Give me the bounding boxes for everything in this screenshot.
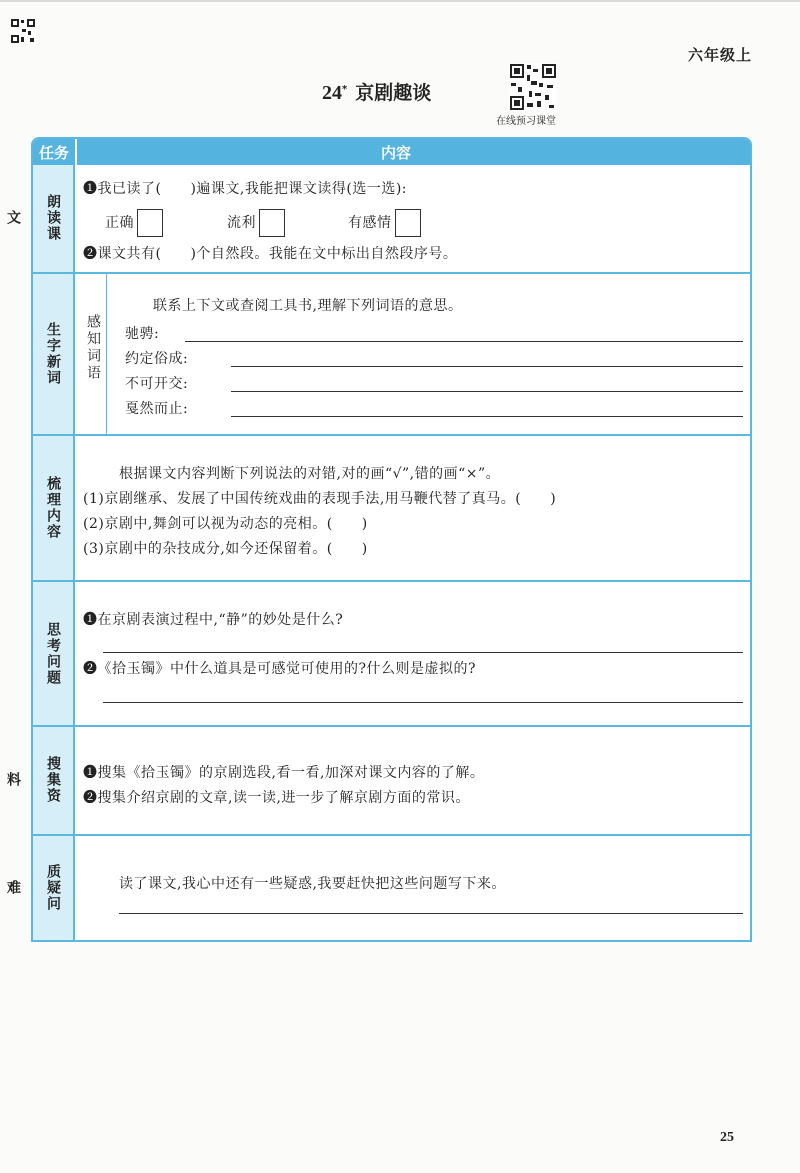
row-collect-materials [5,727,750,836]
judgement-item: (1)京剧继承、发展了中国传统戏曲的表现手法,用马鞭代替了真马。( ) [83,491,557,507]
row-label: 生字新词 [45,322,61,386]
row-label: 搜集资料 [5,756,61,805]
row-label-cell [5,836,75,940]
column-header-task: 任务 [39,144,70,162]
corner-qr-code-icon [10,18,36,44]
answer-line[interactable] [185,341,743,342]
vocab-sub-label: 感知词语 [85,314,101,382]
lesson-mark: * [342,83,348,95]
row-label: 梳理内容 [45,476,61,540]
question-2: ❷《拾玉镯》中什么道具是可感觉可使用的?什么则是虚拟的? [83,661,477,677]
column-header-content: 内容 [381,144,412,162]
vocab-word: 不可开交: [125,376,189,392]
row-label-cell [5,165,75,272]
option-fluent-checkbox[interactable] [259,209,285,237]
vocab-instruction: 联系上下文或查阅工具书,理解下列词语的意思。 [153,298,463,314]
collect-item-1: ❶搜集《拾玉镯》的京剧选段,看一看,加深对课文内容的了解。 [83,765,485,781]
option-correct-checkbox[interactable] [137,209,163,237]
row-label-cell [33,274,75,434]
row-think-questions [33,582,750,727]
qr-code-icon[interactable] [509,63,557,111]
row-vocab [33,274,750,436]
judgement-item: (3)京剧中的杂技成分,如今还保留着。( ) [83,541,368,557]
lesson-number: 24 [322,82,342,104]
answer-line[interactable] [231,391,743,392]
row-label-cell [5,727,75,834]
answer-line[interactable] [231,366,743,367]
answer-line[interactable] [103,652,743,653]
row-label: 思考问题 [45,621,61,686]
option-emotion-label: 有感情 [348,215,392,231]
grade-label: 六年级上 [687,46,752,64]
row-label-cell [33,436,75,580]
option-fluent-label: 流利 [227,215,256,231]
reading-line-2: ❷课文共有( )个自然段。我能在文中标出自然段序号。 [83,246,458,262]
row-sort-content [33,436,750,582]
vocab-word: 驰骋: [125,326,160,342]
top-edge-line [0,0,800,2]
vocab-divider [106,274,107,434]
answer-line[interactable] [231,416,743,417]
row-label-cell [33,582,75,725]
question-1: ❶在京剧表演过程中,“静”的妙处是什么? [83,612,344,628]
table-header [33,139,750,165]
reading-line-1: ❶我已读了( )遍课文,我能把课文读得(选一选): [83,181,408,197]
lesson-title-text: 京剧趣谈 [355,82,432,104]
collect-item-2: ❷搜集介绍京剧的文章,读一读,进一步了解京剧方面的常识。 [83,790,470,806]
option-correct [105,209,163,237]
row-reading [5,165,750,274]
vocab-word: 约定俗成: [125,351,189,367]
sort-instruction: 根据课文内容判断下列说法的对错,对的画“√”,错的画“×”。 [119,466,501,482]
qr-caption: 在线预习课堂 [496,116,556,127]
answer-line[interactable] [119,913,743,914]
row-raise-questions [5,836,750,940]
option-emotion-checkbox[interactable] [395,209,421,237]
judgement-item: (2)京剧中,舞剑可以视为动态的亮相。( ) [83,516,368,532]
vocab-word: 戛然而止: [125,401,189,417]
preview-task-table [5,137,752,942]
row-label: 朗读课文 [5,194,61,243]
row-label: 质疑问难 [5,864,61,912]
option-fluent [227,209,285,237]
option-correct-label: 正确 [105,215,134,231]
lesson-title [322,78,431,105]
option-emotion [348,209,421,237]
header-divider [75,139,77,165]
answer-line[interactable] [103,702,743,703]
page-number: 25 [720,1130,734,1145]
question-prompt: 读了课文,我心中还有一些疑惑,我要赶快把这些问题写下来。 [119,876,506,892]
